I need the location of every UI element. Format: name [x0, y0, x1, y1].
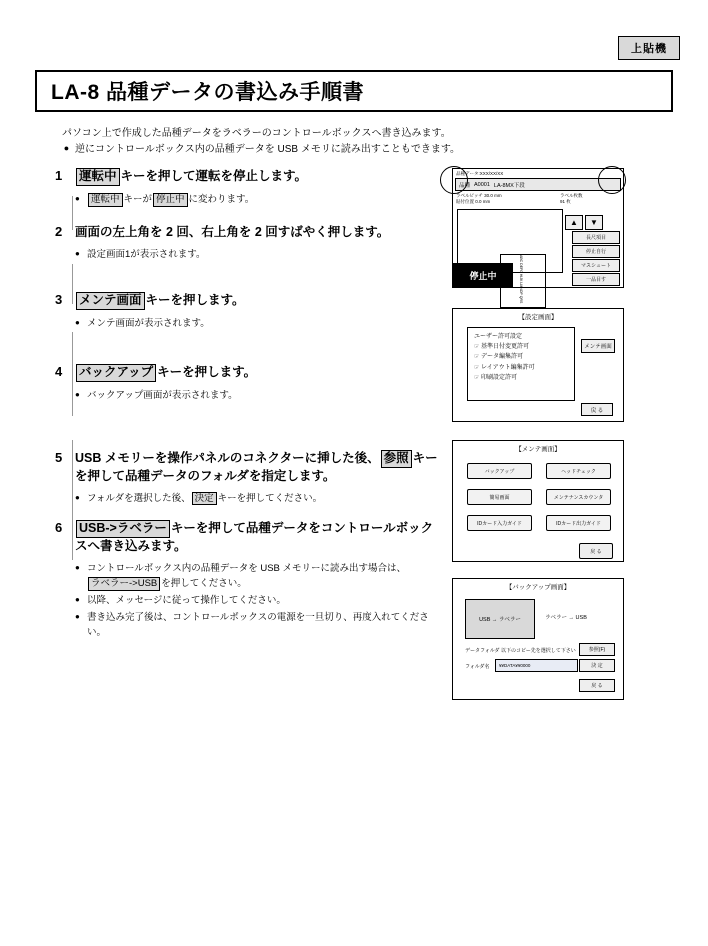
step-6-bullet-1 [75, 593, 445, 608]
step-4-text-1: キーを押します。 [157, 365, 257, 379]
fig2-item-1-label: データ編集許可 [481, 354, 524, 361]
step-6-sub-text-0-0: コントロールボックス内の品種データを USB メモリーに読み出す場合は、 [87, 562, 407, 574]
fig1-button-2[interactable]: マスシュート [572, 259, 620, 272]
step-5 [55, 450, 445, 508]
step-3-text-1: キーを押します。 [145, 293, 245, 307]
step-5-body [75, 491, 445, 506]
fig1-product-value2: LA-8MX下段 [493, 182, 525, 189]
step-2-heading [55, 224, 445, 241]
step-6-number: 6 [55, 520, 63, 535]
step-3-key-0[interactable]: メンテ画面 [76, 292, 145, 310]
fig2-group-title: ユーザー許可設定 [474, 334, 523, 340]
step-3-title [75, 292, 245, 310]
step-4-bullet-0-text [87, 388, 445, 403]
fig2-item-1[interactable]: ☞ データ編集許可 [474, 354, 524, 361]
fig3-back-button[interactable]: 戻 る [579, 543, 613, 559]
fig4-back-button[interactable]: 戻 る [579, 679, 615, 692]
step-1-text-1: キーを押して運転を停止します。 [120, 169, 308, 183]
fig2-item-3[interactable]: ☞ 印刷設定許可 [474, 374, 518, 381]
fig3-button-maintenance-counter[interactable]: メンテナンスカウンタ [546, 489, 611, 505]
fig2-item-0[interactable]: ☞ 基準日付変更許可 [474, 344, 530, 351]
intro-line-2: 逆にコントロールボックス内の品種データを USB メモリに読み出すこともできます。 [75, 143, 461, 155]
fig3-button-grid [467, 463, 611, 531]
step-4-body [75, 388, 445, 403]
fig4-usb-to-labeler-button[interactable]: USB → ラベラー [465, 599, 535, 639]
figure-backup-screen [452, 578, 624, 700]
fig4-labeler-to-usb-button[interactable]: ラベラー → USB [545, 615, 587, 621]
fig3-button-simple-screen[interactable]: 簡易画面 [467, 489, 532, 505]
step-1-bullet-0-text [87, 192, 445, 207]
bullet-icon: ● [75, 562, 80, 572]
fig3-button-id-output-guide[interactable]: IDカード出力ガイド [546, 515, 611, 531]
step-6-title [75, 520, 445, 555]
bullet-icon: ● [75, 612, 80, 622]
step-6-text-1: キーを押して品種データをコントロールボックスへ書き込みます。 [75, 521, 434, 553]
document-title-bar [35, 70, 673, 112]
bullet-icon: ● [75, 317, 80, 327]
step-3-bullet-0-text [87, 316, 445, 331]
step-4-sub-text-0-0: バックアップ画面が表示されます。 [87, 389, 238, 401]
step-3-heading [55, 292, 445, 310]
step-connector-0 [72, 196, 73, 230]
step-5-title [75, 450, 445, 485]
fig1-count-value: 91 枚 [560, 199, 571, 205]
step-2-title [75, 224, 389, 241]
fig2-back-button[interactable]: 戻 る [581, 403, 613, 416]
step-5-heading [55, 450, 445, 485]
fig2-caption: 【設定画面】 [518, 314, 558, 321]
step-6-heading [55, 520, 445, 555]
step-2-text-0: 画面の左上角を 2 回、右上角を 2 回すばやく押します。 [75, 225, 390, 239]
fig4-folder-input[interactable]: ¥¥DATA¥¥0000 [495, 659, 578, 672]
step-1-bullet-0 [75, 192, 445, 207]
step-6-bullet-0-text [87, 561, 445, 591]
bullet-icon: ● [75, 248, 80, 258]
fig1-up-arrow-button[interactable]: ▲ [565, 215, 583, 230]
step-6-sub-text-1-0: 以降、メッセージに従って操作してください。 [87, 594, 286, 606]
step-6-sub-text-2-0: 書き込み完了後は、コントロールボックスの電源を一旦切り、再度入れてください。 [87, 612, 429, 639]
fig1-button-3[interactable]: 一品目す [572, 273, 620, 286]
fig2-maintenance-button[interactable]: メンテ画面 [581, 339, 615, 353]
step-6-sub-key-0-1[interactable]: ラベラー->USB [88, 577, 160, 591]
step-connector-2 [72, 332, 73, 416]
fig1-button-0[interactable]: 長尺項目 [572, 231, 620, 244]
bullet-icon: ● [75, 389, 80, 399]
fig3-button-id-input-guide[interactable]: IDカード入力ガイド [467, 515, 532, 531]
machine-type-stamp: 上貼機 [618, 36, 680, 60]
bullet-icon: ● [75, 492, 80, 502]
bullet-icon: ● [63, 142, 70, 153]
fig4-folder-label: フォルダ名 [465, 664, 490, 670]
step-2-number: 2 [55, 224, 63, 239]
fig1-offset: 貼付位置 0.0 mm [456, 199, 491, 205]
fig1-top-text: 品種データ:XXX/XX/XX [456, 171, 504, 176]
step-4-title [75, 364, 256, 382]
fig1-button-1[interactable]: 停止自行 [572, 245, 620, 258]
step-connector-3 [72, 440, 73, 560]
fig1-down-arrow-button[interactable]: ▼ [585, 215, 603, 230]
figure-settings-screen [452, 308, 624, 422]
step-2-body [75, 247, 445, 262]
fig1-pitch: ラベルピッチ 30.0 mm [456, 193, 502, 199]
step-1-sub-text-0-3: に変わります。 [188, 193, 255, 205]
fig1-label-art: ABC DEFG HIJK LMNOP QRS [500, 254, 546, 308]
step-4 [55, 364, 445, 405]
step-3-bullet-0 [75, 316, 445, 331]
step-6-sub-text-0-2: を押してください。 [161, 577, 247, 589]
step-5-key-1[interactable]: 参照 [381, 450, 412, 468]
step-5-bullet-0-text [87, 491, 445, 506]
fig1-highlight-circle-left [440, 166, 471, 194]
intro-line-1: パソコン上で作成した品種データをラベラーのコントロールボックスへ書き込みます。 [62, 128, 451, 139]
fig1-product-value: A0001 [474, 181, 490, 188]
step-5-bullet-0 [75, 491, 445, 506]
step-3 [55, 292, 445, 333]
fig4-caption: 【バックアップ画面】 [505, 584, 571, 591]
step-5-text-2: キーを押して品種データのフォルダを指定します。 [75, 451, 438, 483]
fig1-highlight-circle-right [598, 166, 626, 194]
step-1-number: 1 [55, 168, 63, 183]
fig3-caption: 【メンテ画面】 [515, 446, 561, 453]
step-1-heading [55, 168, 445, 186]
step-1-sub-key-0-0[interactable]: 運転中 [88, 193, 123, 207]
step-6-body [75, 561, 445, 641]
step-2-sub-text-0-0: 設定画面1が表示されます。 [87, 248, 206, 260]
step-4-key-0[interactable]: バックアップ [76, 364, 156, 382]
step-2-bullet-0-text [87, 247, 445, 262]
intro-block [62, 126, 662, 157]
fig1-params [453, 192, 623, 207]
fig4-ok-button[interactable]: 決 定 [579, 659, 615, 672]
step-3-body [75, 316, 445, 331]
bullet-icon: ● [75, 594, 80, 604]
step-1-body [75, 192, 445, 207]
step-4-number: 4 [55, 364, 63, 379]
fig4-browse-button[interactable]: 参照(F) [579, 643, 615, 656]
step-2 [55, 224, 445, 264]
fig1-product-row [455, 178, 621, 191]
step-2-bullet-0 [75, 247, 445, 262]
step-1 [55, 168, 445, 209]
step-5-number: 5 [55, 450, 63, 465]
fig2-item-2[interactable]: ☞ レイアウト編集許可 [474, 364, 535, 371]
step-3-sub-text-0-0: メンテ画面が表示されます。 [87, 317, 210, 329]
step-1-sub-key-0-2[interactable]: 停止中 [153, 193, 188, 207]
bullet-icon: ● [75, 193, 80, 203]
fig2-permission-group [467, 327, 575, 401]
step-4-heading [55, 364, 445, 382]
step-5-text-0: USB メモリーを操作パネルのコネクターに挿した後、 [75, 451, 380, 465]
step-connector-1 [72, 264, 73, 304]
fig4-path-label: データフォルダ 以下のコピー先を選択して下さい [465, 648, 576, 654]
fig3-button-backup[interactable]: バックアップ [467, 463, 532, 479]
step-6-key-0[interactable]: USB->ラベラー [76, 520, 170, 538]
step-3-number: 3 [55, 292, 63, 307]
step-5-sub-text-0-0: フォルダを選択した後、 [87, 492, 191, 504]
fig2-item-3-label: 印刷設定許可 [481, 374, 518, 381]
step-1-sub-text-0-1: キーが [123, 193, 153, 205]
fig2-item-2-label: レイアウト編集許可 [481, 364, 535, 371]
fig1-product-label: 品種 [459, 182, 471, 189]
fig3-button-head-check[interactable]: ヘッドチェック [546, 463, 611, 479]
fig2-item-0-label: 基準日付変更許可 [481, 344, 530, 351]
step-6-bullet-2 [75, 610, 445, 640]
intro-line-2-row [62, 142, 662, 158]
figure-operation-panel [452, 168, 624, 304]
step-6-bullet-2-text [87, 610, 445, 640]
page-title: LA-8 品種データの書込み手順書 [51, 81, 364, 104]
step-6 [55, 520, 445, 642]
step-1-title [75, 168, 307, 186]
step-6-bullet-1-text [87, 593, 445, 608]
figure-maintenance-screen [452, 440, 624, 562]
step-5-sub-text-0-2: キーを押してください。 [217, 492, 323, 504]
step-6-bullet-0 [75, 561, 445, 591]
step-4-bullet-0 [75, 388, 445, 403]
step-1-key-0[interactable]: 運転中 [76, 168, 120, 186]
fig1-count-label: ラベル枚数 [560, 193, 583, 199]
fig1-run-stop-button[interactable]: 停止中 [457, 267, 509, 283]
step-5-sub-key-0-1[interactable]: 決定 [192, 492, 217, 506]
